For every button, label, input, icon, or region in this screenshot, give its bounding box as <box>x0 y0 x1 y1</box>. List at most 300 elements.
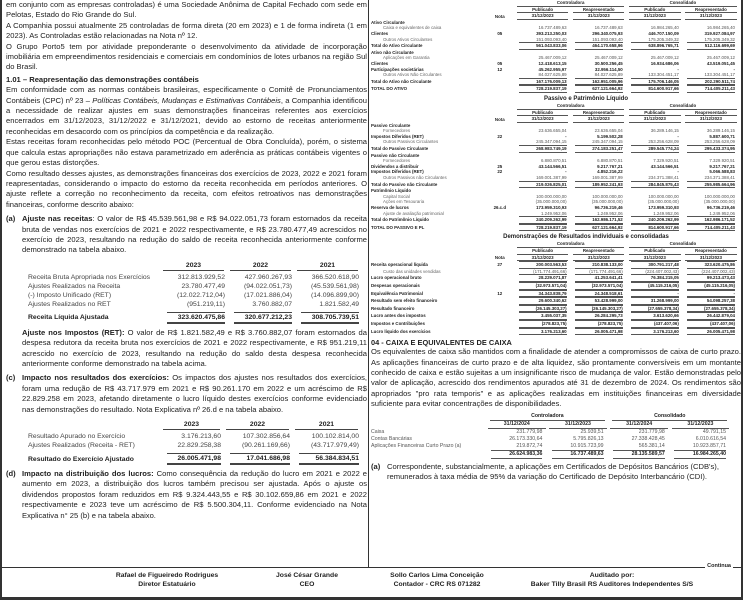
row-value: 16.984.265,40 <box>650 25 679 31</box>
date-header: 31/12/2024 <box>488 421 546 429</box>
col-header: 2021 <box>297 261 357 271</box>
item-b-label <box>6 328 22 370</box>
row-value: 6.880.870,51 <box>597 158 623 164</box>
table-row: Ajustes Realizados na Receita 23.780.477,49 (94.022.051,73) (45.539.561,98) <box>28 282 359 290</box>
row-value: (224.407.002,43) <box>645 268 679 274</box>
row-value: 84.027.625,89 <box>538 72 567 78</box>
row-value: 561.043.833,06 <box>515 42 571 50</box>
row-note: 25 <box>497 163 503 169</box>
group-header-row <box>371 241 739 248</box>
row-value: 53.428.999,00 <box>571 297 627 305</box>
total-value: 28.135.589,57 <box>609 450 670 459</box>
row-value: 210.838.133,00 <box>571 261 627 269</box>
row-label: Custo das unidades vendidas <box>383 268 441 274</box>
table-row: Ajustes Realizados (Receita - RET) 22.829.258,38 (90.261.169,66) (43.717.979,49) <box>28 442 359 449</box>
row-label: Aplicações Financeiras Curto Prazo (a) <box>371 442 462 449</box>
date-header-row <box>371 116 739 123</box>
row-value: 31.268.999,00 <box>627 297 683 305</box>
date-header: 31/12/2023 <box>517 13 569 20</box>
row-heading: Patrimônio Líquido <box>371 188 412 194</box>
row-value: 151.093.093,40 <box>592 36 623 42</box>
table-row <box>371 305 739 313</box>
row-value: 100.000.000,00 <box>704 193 735 199</box>
table-row <box>371 181 739 189</box>
row-value: (45.115.216,05) <box>627 282 683 290</box>
date-header: 31/12/2023 <box>573 255 625 262</box>
row-value: 36.289.146,15 <box>650 128 679 134</box>
row-note <box>485 282 514 290</box>
sub-header-row <box>371 248 739 255</box>
sub-header: Publicado <box>517 248 569 255</box>
row-value: 512.116.699,69 <box>683 42 739 50</box>
row-value: 84.027.625,89 <box>594 72 623 78</box>
signature-ceo: José César Grande CEO <box>276 572 338 588</box>
section-paragraph-3: Como resultado desses ajustes, as demonstrações financeiras dos exercícios de 2023, 2022 e 2021 foram reapresentadas, considerando o impacto do estorno da receita reconhecida em períodos anteriores. O ajuste reflete a correção no reconhecimento da receita, com efeitos retroativos nas demonstrações financeiras, conforme descrito abaixo: <box>6 168 367 209</box>
item-d <box>6 469 367 521</box>
row-value: (437.407,06) <box>627 320 683 328</box>
sub-header: Reapresentado <box>573 7 625 14</box>
row-value: 175.205.349,32 <box>648 36 679 42</box>
row-value: 240.209.262,99 <box>627 216 683 224</box>
income-statement-title: Demonstrações de Resultados individuais e consolidadas <box>503 234 669 241</box>
date-header: 31/12/2023 <box>517 116 569 123</box>
row-value: 268.983.749,19 <box>515 145 571 153</box>
row-label: Lucro antes dos impostos <box>371 313 426 319</box>
date-header: 31/12/2023 <box>573 13 625 20</box>
row-value: 3.176.213,60 <box>515 328 571 336</box>
row-value: 49.791,15 <box>702 428 726 435</box>
row-value: 25.467.009,12 <box>706 55 735 61</box>
row-value: 231.779,98 <box>638 428 665 435</box>
row-value: 464.170.658,96 <box>571 42 627 50</box>
balance-sheet-assets-table <box>371 0 739 93</box>
row-value: 219.026.825,01 <box>515 181 571 189</box>
row-value: 26.284.295,73 <box>571 312 627 320</box>
row-value: 7.329.920,51 <box>709 158 735 164</box>
row-value: 36.289.146,15 <box>706 128 735 134</box>
row-value: 43.519.051,45 <box>706 60 735 66</box>
row-value: 28.229.071,87 <box>515 274 571 282</box>
row-value: 234.371.388,41 <box>648 175 679 181</box>
intro-paragraph-2: A Companhia possui atualmente 25 controladas de forma direta (20 em 2023) e 1 de forma indireta (1 em 2023). As Controladas estão relacionadas na Nota nº 12. <box>6 20 367 41</box>
row-value: 245.347.094,15 <box>536 139 567 145</box>
col-header: 2022 <box>226 420 288 430</box>
date-header: 31/12/2023 <box>573 116 625 123</box>
row-note <box>485 78 514 86</box>
row-value: 27.338.428,45 <box>631 435 665 442</box>
row-label: Total do Ativo não Circulante <box>371 78 432 84</box>
item-c <box>6 373 367 415</box>
date-header: 31/12/2023 <box>672 421 730 429</box>
row-note <box>485 305 514 313</box>
table-row <box>371 216 739 224</box>
row-note <box>485 274 514 282</box>
date-header: 31/12/2023 <box>685 13 737 20</box>
row-value: 32.956.114,50 <box>594 66 623 72</box>
row-value: 814.600.917,66 <box>627 224 683 232</box>
row-value: 169.001.387,99 <box>592 175 623 181</box>
section-title: 1.01 – Reapresentação das demonstrações contábeis <box>6 74 199 84</box>
section-04-text: Os equivalentes de caixa são mantidos com a finalidade de atender a compromissos de caixa de curto prazo. As aplicações financeiras de curto prazo e de alta liquidez, são prontamente conversíveis em um montante conhecido de caixa e estão sujeitas a um insignificante risco de mudança de valor. Estão demonstradas pelo valor de aplicação, acrescido dos rendimentos apurados até 31 de dezembro de 2024. Os rendimentos são apropriados "pro rata temporis" e as aplicações realizadas em instituições financeiras em diversidade suficiente para evitar concentrações de disponibilidades. <box>371 347 741 409</box>
group-header: Consolidado <box>629 103 737 110</box>
liabilities-title: Passivo e Patrimônio Líquido <box>543 95 628 102</box>
row-value: 133.304.451,17 <box>648 72 679 78</box>
item-d-title: Impacto na distribuição dos lucros: <box>22 469 154 478</box>
row-value: (171.774.491,66) <box>533 268 567 274</box>
column-divider <box>368 0 369 567</box>
table-row <box>371 224 739 232</box>
sub-header-row <box>371 7 739 14</box>
row-value: 167.176.009,13 <box>515 78 571 86</box>
group-header-row <box>371 103 739 110</box>
item-b-text: O valor de R$ 1.821.582,49 e R$ 3.760.882,07 foram estornados da despesa redutora da receita bruta nos exercícios de 2021 e 2022 respectivamente, e R$ 951.219,11 acrescido no exercício de 2023, resultando na redução do saldo desta despesa reconhecida anteriormente conforme demonstrado na tabela acima. <box>22 327 367 368</box>
total-value: 16.984.265,40 <box>670 450 731 459</box>
table-row <box>371 436 731 443</box>
table-row <box>371 274 739 282</box>
row-value: 393.213.250,03 <box>536 30 567 36</box>
row-value: 26.442.879,04 <box>683 312 739 320</box>
row-value: 100.000.000,00 <box>648 193 679 199</box>
row-value: (45.115.216,05) <box>683 282 739 290</box>
table-row: Receita Bruta Apropriada nos Exercícios 312.813.929,52 427.960.267,93 366.520.618,90 <box>28 273 359 281</box>
row-label: Fornecedores <box>383 128 411 134</box>
row-label: Ações em Tesouraria <box>383 199 425 205</box>
row-value: 446.707.150,09 <box>648 30 679 36</box>
table-total-row <box>371 450 731 459</box>
row-label: Outros Ativos Circulantes <box>383 36 433 42</box>
intro-paragraph-1: em conjunto com as empresas controladas) é uma Sociedade Anônima de Capital Fechado com sede em Pelotas, Estado do Rio Grande do Sul. <box>6 0 367 20</box>
row-heading: Passivo não Circulante <box>371 152 420 158</box>
row-value: 76.384.215,05 <box>627 274 683 282</box>
row-value: 814.600.917,66 <box>627 85 683 93</box>
row-value: 319.927.084,97 <box>704 30 735 36</box>
table-total-row: Resultado do Exercício Ajustado 26.005.471,98 17.041.686,98 56.384.834,51 <box>26 450 361 465</box>
row-value: 6.010.616,54 <box>695 435 726 442</box>
row-note <box>485 320 514 328</box>
row-label: Ajuste de avaliação patrimonial <box>383 210 444 216</box>
row-value: 323.620.475,86 <box>683 261 739 269</box>
row-value: 638.896.765,71 <box>627 42 683 50</box>
signature-director: Rafael de Figueiredo Rodrigues Diretor Estatuário <box>115 572 219 588</box>
row-value: (224.407.002,43) <box>701 268 735 274</box>
row-value: 5.795.826,13 <box>573 435 604 442</box>
row-value: 25.467.009,12 <box>538 55 567 61</box>
row-value: 175.706.146,05 <box>627 78 683 86</box>
row-value: 234.371.388,41 <box>704 175 735 181</box>
row-value: (171.774.491,66) <box>589 268 623 274</box>
result-adjustment-table <box>26 420 361 465</box>
row-value: 169.001.387,99 <box>536 175 567 181</box>
sub-header: Publicado <box>629 110 681 117</box>
sub-header: Reapresentado <box>573 248 625 255</box>
item-b <box>6 328 367 370</box>
row-value: 231.779,98 <box>516 428 543 435</box>
row-value: - <box>677 133 679 139</box>
row-label: Equivalência Patrimonial <box>371 290 423 296</box>
row-label: Total do Passivo não Circulante <box>371 181 438 187</box>
row-value: 9.217.767,21 <box>709 163 735 169</box>
row-value: 9.217.767,21 <box>597 163 623 169</box>
table-row <box>371 145 739 153</box>
row-value: 627.121.664,92 <box>571 85 627 93</box>
signature-auditor: Auditado por: Baker Tilly Brasil RS Auditores Independentes S/S <box>530 572 694 588</box>
row-label: Despesas operacionais <box>371 282 420 288</box>
row-value: 16.737.489,63 <box>538 25 567 31</box>
row-value: - <box>683 290 739 298</box>
row-value: 12.418.613,15 <box>538 60 567 66</box>
row-label: Aplicações em Garantia <box>383 55 430 61</box>
row-value: 16.984.265,40 <box>706 25 735 31</box>
table-row <box>371 429 731 436</box>
row-value: (32.973.571,04) <box>515 282 571 290</box>
item-a <box>6 214 367 256</box>
row-value: - <box>677 169 679 175</box>
row-value: 255.985.664,96 <box>683 181 739 189</box>
row-value: 99.213.473,43 <box>683 274 739 282</box>
row-note <box>485 224 514 232</box>
row-note: 05 <box>497 30 503 36</box>
row-value: 162.986.171,52 <box>571 216 627 224</box>
continua-label: Continua <box>707 563 731 569</box>
row-label: Dividendos a distribuir <box>371 163 419 169</box>
col-header: 2021 <box>295 420 357 430</box>
row-value: (35.000.000,00) <box>535 199 567 205</box>
item-d-label: (d) <box>6 469 16 478</box>
table-row: Ajustes Realizados no RET (951.219,11) 3.760.882,07 1.821.582,49 <box>28 300 359 308</box>
row-value: 274.183.251,47 <box>571 145 627 153</box>
row-value: 240.209.262,99 <box>515 216 571 224</box>
row-value: 4.852.216,22 <box>597 169 623 175</box>
row-value: 54.098.257,38 <box>683 297 739 305</box>
row-value: 43.144.566,51 <box>538 163 567 169</box>
row-note <box>485 85 514 93</box>
row-label: TOTAL DO ATIVO <box>371 86 408 92</box>
row-note: 05 <box>497 60 503 66</box>
row-value: 3.613.620,66 <box>627 312 683 320</box>
row-value: 627.121.664,92 <box>571 224 627 232</box>
row-heading: Ativo não Circulante <box>371 49 414 55</box>
group-header: Controladora <box>517 241 625 248</box>
row-label: Receita operacional líquida <box>371 262 428 268</box>
section-04-title: 04 - CAIXA E EQUIVALENTES DE CAIXA <box>371 338 512 348</box>
row-value: 25.939,51 <box>580 428 604 435</box>
sub-header: Publicado <box>517 7 569 14</box>
section-paragraph-1: Em conformidade com as normas contábeis brasileiras, especificamente o Comitê de Pronunciamentos Contábeis (CPC) nº 23 – Políticas Contábeis, Mudanças e Estimativas Contábeis, a Companhia identificou a necessidade de realizar ajustes em suas demonstrações financeiras referentes aos exercícios encerrados em 31/12/2023, 31/12/2022 e 31/12/2021, devido ao estorno de receitas anteriormente reconhecidas em desacordo com os princípios da competência e da realização. <box>6 85 367 136</box>
row-value: (35.000.000,00) <box>703 199 735 205</box>
sub-header: Publicado <box>629 248 681 255</box>
row-label: Contas Bancárias <box>371 435 412 442</box>
item-c-text: Os impactos dos ajustes nos resultados dos exercícios, foram uma redução de R$ 43.717.979 em 2021 e R$ 90.261.170 em 2022 e um acréscimo de R$ 22.829.258 em 2023, afetando diretamente o lucro líquido destes exercícios conforme evidenciado nas demonstrações do resultado. Nota Explicativa nº 26.d e na tabela abaixo. <box>22 373 367 414</box>
footnote-a: (a) Correspondente, substancialmente, a aplicações em Certificados de Depósitos Bancários (CDB's), remunerados à taxa média de 95% da variação do Certificado de Depósito Interbancário (CDI). <box>371 461 719 481</box>
item-a-label: (a) <box>6 214 16 224</box>
row-value: 202.290.511,74 <box>683 78 739 86</box>
row-label: Total do Ativo Circulante <box>371 43 423 49</box>
row-value: 3.455.037,35 <box>515 312 571 320</box>
row-value: - <box>627 290 683 298</box>
date-header: 31/12/2023 <box>549 421 607 429</box>
row-label: Resultado sem efeito financeiro <box>371 298 438 304</box>
revenue-adjustment-table <box>26 261 361 324</box>
left-column <box>6 0 367 567</box>
date-header-row <box>371 255 739 262</box>
row-value: 714.405.211,43 <box>683 85 739 93</box>
table-row: (-) Imposto Unificado (RET) (12.022.712,04) (17.021.886,04) (14.096.899,90) <box>28 291 359 299</box>
row-value: 162.951.005,96 <box>571 78 627 86</box>
row-value: 300.791.217,48 <box>627 261 683 269</box>
row-label: Clientes <box>371 30 389 36</box>
table-row <box>371 85 739 93</box>
row-value: 100.000.000,00 <box>592 193 623 199</box>
row-note: 22 <box>497 169 503 175</box>
row-label: Impostos Diferidos (RET) <box>371 169 424 175</box>
row-value: 7.329.920,51 <box>653 158 679 164</box>
row-value: 1.249.952,06 <box>653 210 679 216</box>
group-header-row <box>371 413 731 421</box>
col-header: 2023 <box>163 261 223 271</box>
income-statement-table <box>371 241 739 335</box>
group-header: Controladora <box>490 413 605 421</box>
row-value: 29.600.340,62 <box>515 297 571 305</box>
item-b-title: Ajuste nos Impostos (RET): <box>22 327 125 337</box>
signature-accountant: Sollo Carlos Lima Conceição Contador - CRC RS 071282 <box>390 572 484 588</box>
row-value: 219.872,74 <box>516 442 543 449</box>
row-note <box>485 42 514 50</box>
row-label: Outros Passivos Circulantes <box>383 139 439 145</box>
table-row <box>371 328 739 336</box>
total-value: 26.624.983,36 <box>486 450 547 459</box>
row-label: Outros Passivos não Circulantes <box>383 175 447 181</box>
row-value: 1.249.952,06 <box>597 210 623 216</box>
sub-header: Reapresentado <box>573 110 625 117</box>
right-column <box>371 0 741 567</box>
row-value: (27.655.378,34) <box>683 305 739 313</box>
row-value: 16.737.489,63 <box>594 25 623 31</box>
date-header-row <box>371 421 731 429</box>
row-value: 26.173.330,64 <box>509 435 543 442</box>
row-label: Lucro líquido dos exercícios <box>371 328 431 334</box>
row-value: 96.736.219,46 <box>706 205 735 210</box>
item-a-title: Ajuste nas receitas <box>22 214 93 224</box>
row-value: 23.636.655,04 <box>594 128 623 134</box>
item-c-title: Impacto nos resultados dos exercícios: <box>22 373 170 383</box>
row-value: 5.199.502,28 <box>597 133 623 139</box>
table-row <box>371 78 739 86</box>
row-note <box>485 328 514 336</box>
row-value: 96.736.219,46 <box>594 205 623 210</box>
row-value: 5.887.600,71 <box>709 133 735 139</box>
row-label: Total do Passivo Circulante <box>371 146 429 152</box>
table-row: Resultado Apurado no Exercício 3.176.213,60 107.302.856,64 100.102.814,00 <box>28 433 359 440</box>
row-value: 253.256.628,09 <box>704 139 735 145</box>
col-header: 2023 <box>163 420 220 430</box>
row-value: 16.934.686,06 <box>650 60 679 66</box>
row-note <box>485 216 514 224</box>
row-label: Fornecedores <box>383 158 411 164</box>
row-label: Lucro operacional bruto <box>371 275 422 281</box>
row-value: (32.973.571,04) <box>571 282 627 290</box>
cash-equivalents-table <box>371 413 731 459</box>
row-note <box>485 312 514 320</box>
row-value: (27.655.378,34) <box>627 305 683 313</box>
row-value: 175.205.349,32 <box>704 36 735 42</box>
row-value: (26.145.303,27) <box>571 305 627 313</box>
row-value: 253.256.628,09 <box>648 139 679 145</box>
note-header: Nota <box>494 255 505 261</box>
group-header: Consolidado <box>629 0 737 7</box>
intro-paragraph-3: O Grupo Porto5 tem por atividade preponderante o desenvolvimento da atividade de incorporação imobiliária em empreendimentos residenciais e comerciais em condomínios de lotes urbanos na região Sul do Brasil. <box>6 41 367 72</box>
row-value: 45.262.955,97 <box>538 66 567 72</box>
date-header: 31/12/2023 <box>685 116 737 123</box>
section-04 <box>371 338 741 481</box>
row-value: - <box>565 133 567 139</box>
row-value: 23.636.655,04 <box>538 128 567 134</box>
sub-header: Reapresentado <box>685 248 737 255</box>
row-label: Participações societárias <box>371 66 424 72</box>
table-row <box>371 261 739 269</box>
row-value: 200.003.563,53 <box>515 261 571 269</box>
row-note <box>485 297 514 305</box>
item-d-text: Como consequência da redução do lucro em 2021 e 2022 e aumento em 2023, a distribuição dos lucros também precisou ser ajustada. Após o ajuste os dividendos propostos foram reduzidos em R$ 9.324.443,55 e R$ 30.102.659,86 em 2021 e 2022 respectivamente e 2023 teve um acréscimo de R$ 5.500.304,11. Conforme evidenciado na Nota Explicativa n° 25 (b) e na tabela abaixo. <box>22 469 367 520</box>
note-header: Nota <box>494 13 505 19</box>
table-row <box>371 320 739 328</box>
row-label: Impostos Diferidos (RET) <box>371 133 424 139</box>
row-value: - <box>677 66 679 72</box>
sub-header: Publicado <box>629 7 681 14</box>
row-value: (278.823,75) <box>515 320 571 328</box>
item-a-text: : O valor de R$ 45.539.561,98 e R$ 94.022.051,73 foram estornados da receita bruta de vendas nos exercícios de 2021 e 2022 respectivamente, e R$ 23.780.477,49 acrescidos no exercício de 2023, resultando na redução do saldo de receita reconhecida anteriormente conforme demonstrado na tabela abaixo. <box>22 214 367 255</box>
row-value: 189.952.241,93 <box>571 181 627 189</box>
group-header-row <box>371 0 739 7</box>
row-value: 3.176.213,60 <box>627 328 683 336</box>
sub-header: Publicado <box>517 110 569 117</box>
table-row <box>371 282 739 290</box>
balance-sheet-liabilities-table <box>371 103 739 231</box>
date-header: 31/12/2023 <box>629 255 681 262</box>
row-value: 100.000.000,00 <box>536 193 567 199</box>
row-value: 1.249.952,06 <box>709 210 735 216</box>
row-value: 41.253.641,41 <box>571 274 627 282</box>
section-paragraph-2: Estas receitas foram reconhecidas pelo método POC (Percentual de Obra Concluída), porém, o sistema que calcula estas apropriações não estava parametrizado em aderência as práticas contábeis vigentes o que gerou estas distorções. <box>6 137 367 168</box>
table-row <box>371 297 739 305</box>
row-label: Caixa <box>371 428 385 435</box>
table-total-row: Receita Líquida Ajustada 323.620.475,86 320.677.212,23 308.705.739,51 <box>26 309 361 324</box>
row-value: 5.066.588,83 <box>709 169 735 175</box>
row-label: Impostos e Contribuições <box>371 320 425 326</box>
group-header: Consolidado <box>629 241 737 248</box>
row-note: 27 <box>497 262 503 268</box>
row-value: 10.915.723,99 <box>570 442 604 449</box>
row-value: 6.880.870,51 <box>540 158 567 164</box>
row-value: 26.005.471,98 <box>571 328 627 336</box>
row-label: Capital Social <box>383 193 410 199</box>
date-header: 31/12/2023 <box>685 255 737 262</box>
row-value: 289.545.774,24 <box>627 145 683 153</box>
row-value: 25.467.009,12 <box>594 55 623 61</box>
note-header: Nota <box>494 116 505 122</box>
table-row <box>371 42 739 50</box>
footer-divider <box>2 567 743 568</box>
row-value: 34.343.838,79 <box>515 290 571 298</box>
row-note: 26.c.d <box>493 205 507 210</box>
row-heading: Ativo Circulante <box>371 19 405 25</box>
row-value: (35.000.000,00) <box>591 199 623 205</box>
row-value: 151.093.093,40 <box>536 36 567 42</box>
group-header: Controladora <box>517 103 625 110</box>
row-value: 30.500.256,45 <box>594 60 623 66</box>
row-value: (437.407,06) <box>683 320 739 328</box>
row-value: 25.467.009,12 <box>650 55 679 61</box>
row-value: 173.959.310,93 <box>536 205 567 210</box>
